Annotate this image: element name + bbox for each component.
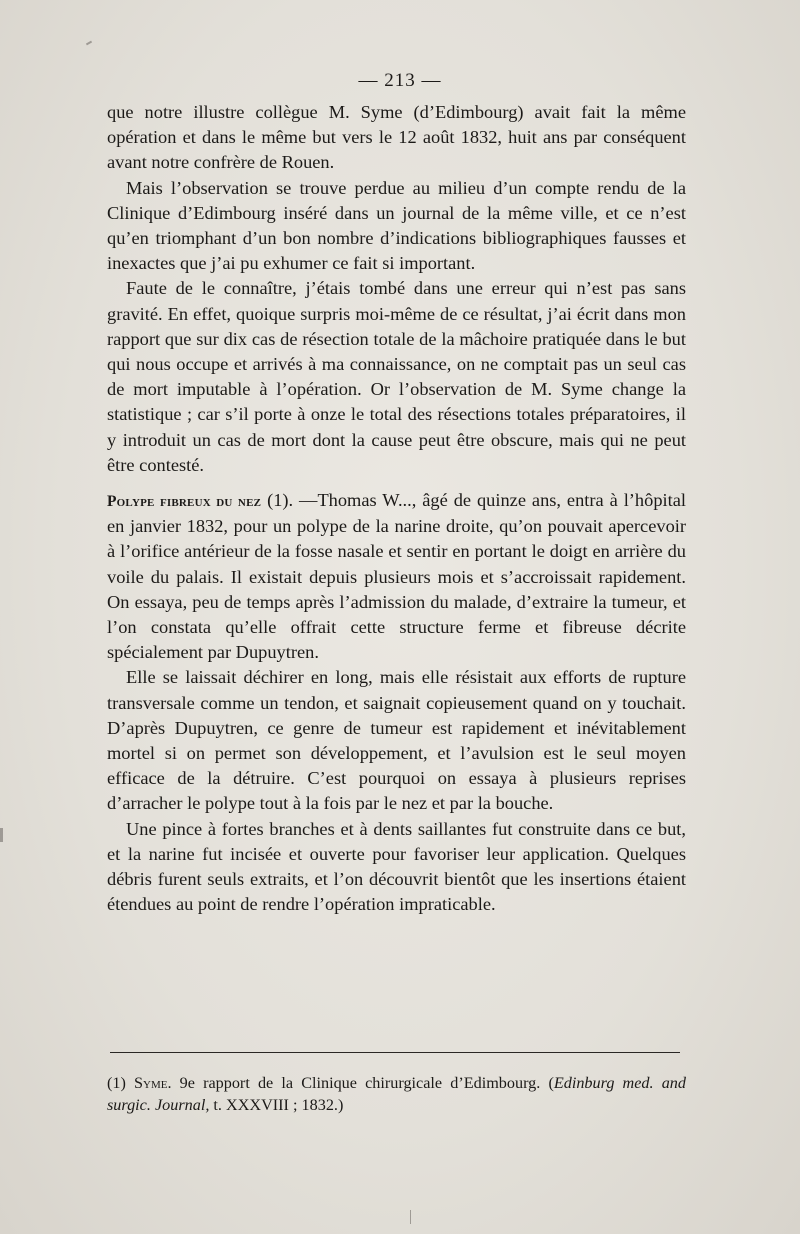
case-footnote-ref: (1). —	[261, 490, 318, 511]
page-number-header: — 213 —	[358, 70, 442, 91]
footnote-number: (1)	[107, 1074, 126, 1092]
margin-speck	[410, 1210, 411, 1224]
paragraph-2: Mais l’observation se trouve perdue au milieu d’un compte rendu de la Clinique d’Edimbourg inséré dans un journal de la même ville, et ce n’est qu’en triomphant d’un bon nombre d’indications bibliographiques fausses et inexactes que j’ai pu exhumer ce fait si important.	[107, 177, 686, 274]
margin-speck	[0, 828, 3, 842]
body-text	[107, 100, 686, 918]
footnote-ref: t. XXXVIII ; 1832.)	[209, 1096, 344, 1114]
footnote	[107, 1072, 686, 1116]
paragraph-4	[107, 488, 686, 665]
paragraph-5: Elle se laissait déchirer en long, mais elle résistait aux efforts de rupture transversale comme un tendon, et saignait copieusement quand on y touchait. D’après Dupuytren, ce genre de tumeur est rapidement et inévitablement mortel si on permet son développement, et l’avulsion est le seul moyen efficace de la détruire. C’est pourquoi on essaya à plusieurs reprises d’arracher le polype tout à la fois par le nez et par la bouche.	[107, 667, 686, 814]
paragraph-3: Faute de le connaître, j’étais tombé dans une erreur qui n’est pas sans gravité. En effet, quoique surpris moi-même de ce résultat, j’ai écrit dans mon rapport que sur dix cas de résection totale de la mâchoire pratiquée dans le but qui nous occupe et arrivés à ma connaissance, on ne comptait pas un seul cas de mort imputable à l’opération. Or l’observation de M. Syme change la statistique ; car s’il porte à onze le total des résections totales préparatoires, il y introduit un cas de mort dont la cause peut être obscure, mais qui ne peut être contesté.	[107, 278, 686, 475]
paragraph-1: que notre illustre collègue M. Syme (d’Edimbourg) avait fait la même opération et dans le même but vers le 12 août 1832, huit ans par conséquent avant notre confrère de Rouen.	[107, 102, 686, 173]
paragraph-4-text: Thomas W..., âgé de quinze ans, entra à l’hôpital en janvier 1832, pour un polype de la narine droite, qu’on pouvait apercevoir à l’orifice antérieur de la fosse nasale et sentir en portant le doigt en arrière du voile du palais. Il existait depuis plusieurs mois et s’accroissait rapidement. On essaya, peu de temps après l’admission du malade, d’extraire la tumeur, et l’on constata qu’elle offrait cette structure ferme et fibreuse décrite spécialement par Dupuytren.	[107, 490, 687, 663]
margin-speck	[86, 41, 92, 46]
footnote-text: 9e rapport de la Clinique chirurgicale d’Edimbourg. (	[171, 1074, 554, 1092]
footnote-author: Syme.	[134, 1074, 172, 1092]
case-title: Polype fibreux du nez	[107, 493, 262, 511]
paragraph-6: Une pince à fortes branches et à dents saillantes fut construite dans ce but, et la narine fut incisée et ouverte pour favoriser leur application. Quelques débris furent seuls extraits, et l’on découvrit bientôt que les insertions étaient étendues au point de rendre l’opération impraticable.	[107, 818, 686, 915]
footnote-separator	[110, 1052, 680, 1053]
footnote-journal: Edinburg med. and surgic. Journal,	[107, 1074, 686, 1114]
